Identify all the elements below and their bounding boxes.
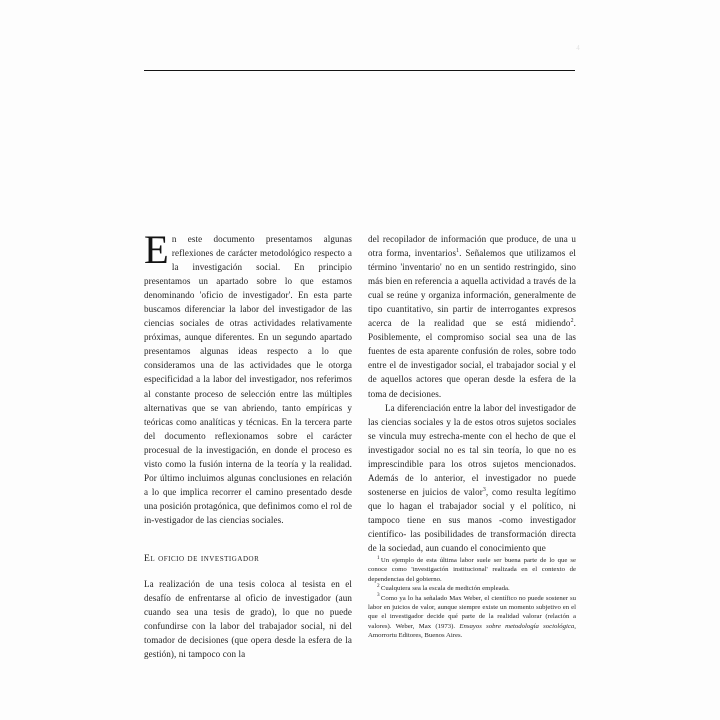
footnote-1-marker: 1 <box>377 554 380 561</box>
footnote-ref-2[interactable]: 2 <box>570 318 574 325</box>
right-column-paragraph-2 <box>368 401 576 556</box>
left-column <box>144 227 352 661</box>
footnote-2-marker: 2 <box>377 582 380 589</box>
right-column-paragraph-2-part-b: , como resulta legítimo que lo hagan el trabajador social y el político, ni tampoco tiene en sus manos -como investigador científico- las posibilidades de transformación directa de la sociedad, aun cuando el conocimiento que <box>368 486 576 554</box>
footnote-3-text-after-title: , Amorrortu Editores, Buenos Aires. <box>368 622 576 640</box>
footnotes-block <box>368 556 576 641</box>
right-column-paragraph-1-part-c: . Posiblemente, el compromiso social sea una de las fuentes de esta aparente confusión de roles, sobre todo entre el de investigador social, el trabajador social y el de aquellos actores que operan desde la esfera de la toma de decisiones. <box>368 318 576 399</box>
footnote-1 <box>368 556 576 584</box>
footnote-3 <box>368 594 576 641</box>
footnote-ref-3[interactable]: 3 <box>482 486 486 493</box>
footnote-3-marker: 3 <box>377 592 380 599</box>
left-column-paragraph-1-text: n este documento presentamos algunas reflexiones de carácter metodológico respecto a la investigación social. En principio presentamos un apartado sobre lo que estamos denominando 'oficio de investigador'. En esta parte buscamos diferenciar la labor del investigador de las ciencias sociales de otras actividades relativamente próximas, aunque diferentes. En un segundo apartado presentamos algunas ideas respecto a lo que consideramos una de las actividades que le otorga especificidad a la labor del investigador, nos referimos al constante proceso de selección entre las múltiples alternativas que se van abriendo, tanto empíricas y teóricas como analíticas y técnicas. En la tercera parte del documento reflexionamos sobre el carácter procesual de la investigación, en donde el proceso es visto como la fusión interna de la teoría y la realidad. Por último incluimos algunas conclusiones en relación a lo que implica recorrer el camino presentado desde una posición protagónica, que definimos como el rol de in-vestigador de las ciencias sociales. <box>144 234 352 525</box>
footnote-3-book-title: Ensayos sobre metodología sociológica <box>459 622 575 630</box>
left-column-paragraph-2: La realización de una tesis coloca al tesista en el desafío de enfrentarse al oficio de investigador (aun cuando sea una tesis de grado), lo que no puede confundirse con la labor del trabajador social, ni del tomador de decisiones (que opera desde la esfera de la gestión), ni tampoco con la <box>144 578 352 660</box>
section-heading-oficio-de-investigador: El oficio de investigador <box>144 552 260 564</box>
footnote-2-text: Cualquiera sea la escala de medición empleada. <box>380 585 510 593</box>
footnote-1-text: Un ejemplo de esta última labor suele ser buena parte de lo que se conoce como 'investigación institucional' realizada en el contexto de dependencias del gobierno. <box>368 557 576 583</box>
footnote-2 <box>368 584 576 593</box>
right-column-paragraph-1-part-b: . Señalemos que utilizamos el término 'inventario' no en un sentido restringido, sino más bien en referencia a aquella actividad a través de la cual se reúne y organiza información, generalmente de tipo cuantitativo, sin partir de interrogantes expresos acerca de la realidad que se está midiendo <box>368 248 577 329</box>
header-rule <box>144 70 575 71</box>
footnote-3-text-before-title: Como ya lo ha señalado Max Weber, el científico no puede sostener su labor en juicios de valor, aunque siempre existe un momento subjetivo en el que el investigador decide qué parte de la realidad valorar (relación a valores). Weber, Max (1973). <box>368 594 576 630</box>
right-column <box>368 232 576 555</box>
right-column-paragraph-1 <box>368 232 576 401</box>
right-column-paragraph-1-part-a: del recopilador de información que produce, de una u otra forma, inventarios <box>368 234 576 259</box>
right-column-paragraph-2-part-a: La diferenciación entre la labor del investigador de las ciencias sociales y la de estos otros sujetos sociales se vincula muy estrecha-mente con el hecho de que el investigador social no es tal sin teoría, lo que no es imprescindible para los otros sujetos mencionados. Además de lo anterior, el investigador no puede sostenerse en juicios de valor <box>368 402 576 497</box>
left-column-paragraph-1: E n este documento presentamos algunas reflexiones de carácter metodológico respecto a la investigación social. En principio presentamos un apartado sobre lo que estamos denominando 'oficio de investigador'. En esta parte buscamos diferenciar la labor del investigador de las ciencias sociales de otras actividades relativamente próximas, aunque diferentes. En un segundo apartado presentamos algunas ideas respecto a lo que consideramos una de las actividades que le otorga especificidad a la labor del investigador, nos referimos al constante proceso de selección entre las múltiples alternativas que se van abriendo, tanto empíricas y teóricas como analíticas y técnicas. En la tercera parte del documento reflexionamos sobre el carácter procesual de la investigación, en donde el proceso es visto como la fusión interna de la teoría y la realidad. Por último incluimos algunas conclusiones en relación a lo que implica recorrer el camino presentado desde una posición protagónica, que definimos como el rol de in-vestigador de las ciencias sociales. <box>144 227 352 525</box>
footnote-ref-1[interactable]: 1 <box>456 248 460 255</box>
page-number: 4 <box>576 44 580 52</box>
